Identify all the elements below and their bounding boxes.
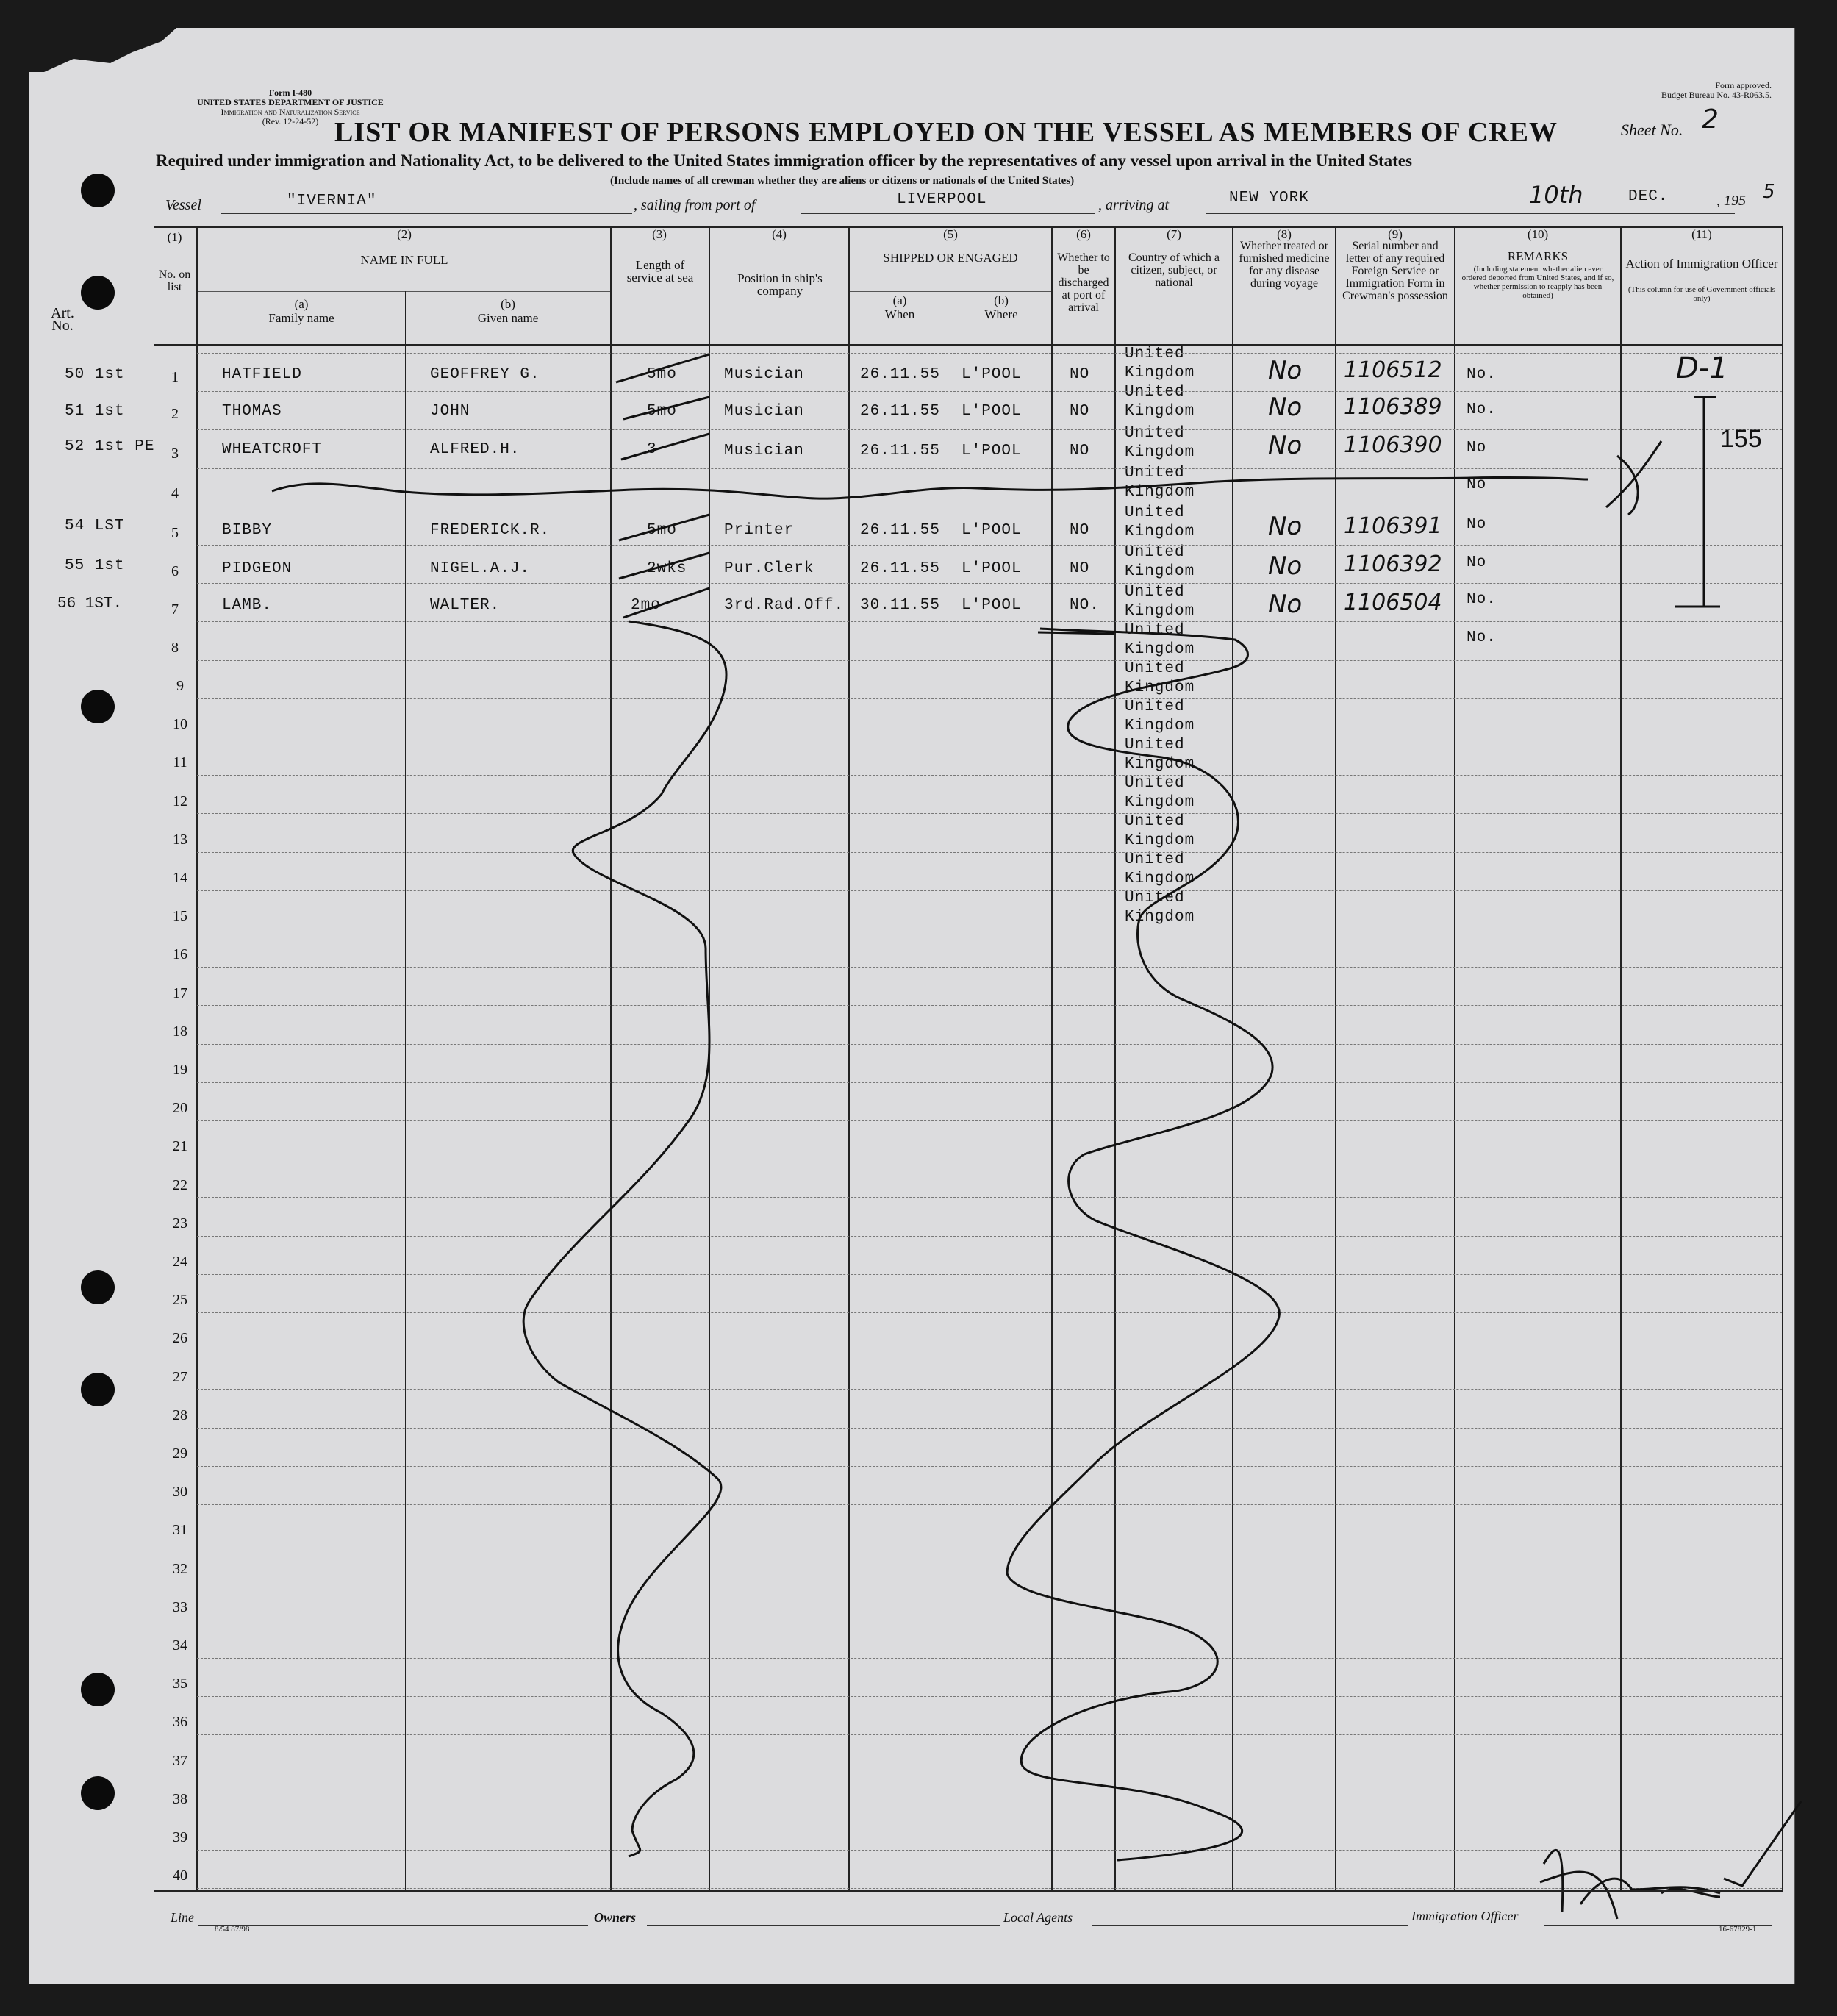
shipped-when: 26.11.55 [860, 366, 940, 383]
col5-num: (5) [943, 227, 958, 241]
row-number: 1 [171, 369, 179, 385]
row-number: 14 [173, 870, 187, 886]
col10-num: (10) [1527, 227, 1549, 241]
row-number: 10 [173, 716, 187, 732]
country-line1: United [1125, 737, 1185, 754]
country-line2: Kingdom [1125, 403, 1195, 420]
serial-number: 1106390 [1344, 432, 1442, 458]
length-of-service: 2mo [631, 597, 661, 614]
shipped-when: 30.11.55 [860, 597, 940, 614]
row-number: 40 [173, 1867, 187, 1884]
country-line2: Kingdom [1125, 484, 1195, 501]
country-line2: Kingdom [1125, 365, 1195, 382]
family-name: HATFIELD [222, 366, 302, 383]
country-line2: Kingdom [1125, 641, 1195, 658]
country-line1: United [1125, 622, 1185, 639]
approval-line: Form approved. [1715, 80, 1772, 90]
position: Musician [724, 443, 804, 460]
medicine: No [1268, 551, 1303, 581]
arriving-label: , arriving at [1098, 197, 1170, 213]
discharge: NO [1070, 403, 1090, 420]
row-number: 11 [173, 754, 187, 771]
subnote: (Include names of all crewman whether they are aliens or citizens or nationals of the United States) [610, 175, 1075, 187]
row-number: 8 [171, 640, 179, 656]
year-suffix: 5 [1763, 181, 1775, 203]
position: 3rd.Rad.Off. [724, 597, 845, 614]
annotation-d1: D-1 [1676, 351, 1728, 385]
art-label: Art. No. [51, 305, 74, 334]
remarks: No. [1467, 591, 1497, 608]
vessel-label: Vessel [165, 197, 201, 213]
family-name: THOMAS [222, 403, 282, 420]
country-line2: Kingdom [1125, 563, 1195, 580]
bracket-col11 [1675, 397, 1720, 607]
arrival-port: NEW YORK [1229, 190, 1309, 207]
serial-number: 1106391 [1344, 513, 1442, 539]
shipped-when: 26.11.55 [860, 522, 940, 539]
checkmark [1724, 1801, 1801, 1886]
country-line1: United [1125, 698, 1185, 715]
row-number: 15 [173, 908, 187, 924]
family-name: PIDGEON [222, 560, 293, 577]
shipped-where: L'POOL [962, 403, 1022, 420]
discharge: NO [1070, 522, 1090, 539]
year-prefix: , 195 [1716, 193, 1746, 209]
wavy-line-col7 [1007, 629, 1279, 1860]
col4-label: Position in ship's company [737, 271, 823, 298]
length-of-service: 5mo [647, 522, 677, 539]
col8-label: Whether treated or furnished medicine for any disease during voyage [1239, 240, 1330, 290]
strike-discharge-row8 [1038, 632, 1114, 634]
length-of-service: 5mo [647, 403, 677, 420]
col2-num: (2) [397, 227, 412, 241]
row-number: 22 [173, 1177, 187, 1193]
col5a-label: When [884, 307, 915, 321]
col3-num: (3) [652, 227, 667, 241]
country-line2: Kingdom [1125, 679, 1195, 696]
col3-label: Length of service at sea [626, 258, 694, 285]
art-number: 52 1st PE [65, 438, 155, 455]
strike-service-3 [621, 434, 709, 460]
country-line2: Kingdom [1125, 794, 1195, 811]
wavy-line-col3 [523, 621, 726, 1856]
row-number: 13 [173, 832, 187, 848]
remarks: No [1467, 516, 1487, 533]
shipped-where: L'POOL [962, 522, 1022, 539]
col5a-num: (a) [892, 293, 907, 307]
strike-through-row4 [272, 477, 1588, 498]
given-name: WALTER. [430, 597, 501, 614]
country-line2: Kingdom [1125, 718, 1195, 734]
country-line1: United [1125, 775, 1185, 792]
col9-label: Serial number and letter of any required Foreign Service or Immigration Form in Crewman's possession [1342, 240, 1448, 302]
subtitle: Required under immigration and Nationality Act, to be delivered to the United States immigration officer by the representatives of any vessel upon arrival in the United States [156, 151, 1412, 170]
art-number: 55 1st [65, 557, 125, 574]
sheet-label: Sheet No. [1621, 121, 1683, 139]
row-number: 23 [173, 1215, 187, 1232]
col4-num: (4) [772, 227, 787, 241]
serial-number: 1106504 [1344, 590, 1442, 615]
country-line1: United [1125, 465, 1185, 482]
footer-line-label: Line [171, 1910, 195, 1925]
art-number: 56 1ST. [57, 596, 123, 612]
family-name: WHEATCROFT [222, 441, 323, 458]
sheet-number: 2 [1702, 104, 1719, 135]
row-number: 6 [171, 563, 179, 579]
row-number: 28 [173, 1407, 187, 1423]
sailing-label: , sailing from port of [634, 197, 756, 213]
position: Pur.Clerk [724, 560, 814, 577]
row-number: 16 [173, 946, 187, 962]
remarks: No. [1467, 629, 1497, 646]
col7-label: Country of which a citizen, subject, or national [1128, 251, 1220, 289]
remarks: No [1467, 440, 1487, 457]
row-number: 19 [173, 1062, 187, 1078]
row-number: 2 [171, 406, 179, 422]
footer-officer-label: Immigration Officer [1411, 1909, 1519, 1923]
country-line1: United [1125, 425, 1185, 442]
row-number: 30 [173, 1484, 187, 1500]
col11-note: (This column for use of Government officials only) [1627, 285, 1776, 303]
row-number: 32 [173, 1561, 187, 1577]
serial-number: 1106392 [1344, 551, 1442, 577]
length-of-service: 3 [647, 441, 657, 458]
country-line1: United [1125, 813, 1185, 830]
position: Musician [724, 366, 804, 383]
col9-num: (9) [1388, 227, 1403, 241]
strike-service-1 [616, 354, 709, 382]
row-number: 31 [173, 1522, 187, 1538]
department: UNITED STATES DEPARTMENT OF JUSTICE [197, 97, 384, 107]
row-number: 3 [171, 446, 179, 462]
medicine: No [1268, 590, 1303, 619]
given-name: GEOFFREY G. [430, 366, 540, 383]
country-line2: Kingdom [1125, 909, 1195, 926]
shipped-when: 26.11.55 [860, 443, 940, 460]
revision: (Rev. 12-24-52) [262, 116, 319, 126]
row-number: 35 [173, 1676, 187, 1692]
row-number: 5 [171, 525, 179, 541]
row-number: 24 [173, 1254, 187, 1270]
col7-num: (7) [1167, 227, 1181, 241]
strike-service-5 [619, 515, 709, 540]
arrival-month: DEC. [1628, 188, 1669, 205]
col10-note: (Including statement whether alien ever ordered deported from United States, and if so, whether permission to reapply has been obtained) [1461, 265, 1614, 300]
given-name: FREDERICK.R. [430, 522, 551, 539]
family-name: LAMB. [222, 597, 273, 614]
col2a-label: Family name [268, 311, 334, 325]
col6-label: Whether to be discharged at port of arrival [1057, 251, 1110, 314]
given-name: JOHN [430, 403, 470, 420]
budget-bureau-no: Budget Bureau No. 43-R063.5. [1661, 90, 1772, 100]
col5-label: SHIPPED OR ENGAGED [883, 251, 1018, 265]
col5b-label: Where [984, 307, 1018, 321]
given-name: NIGEL.A.J. [430, 560, 531, 577]
art-number: 51 1st [65, 403, 125, 420]
x-mark-col11 [1606, 441, 1661, 515]
row-number: 25 [173, 1292, 187, 1308]
footer-owners-label: Owners [594, 1910, 637, 1925]
col1-label: No. on list [158, 268, 191, 293]
strike-service-2 [623, 397, 709, 419]
country-line1: United [1125, 504, 1185, 521]
row-number: 7 [171, 601, 179, 618]
col1-num: (1) [167, 230, 182, 244]
shipped-when: 26.11.55 [860, 560, 940, 577]
remarks: No [1467, 554, 1487, 571]
medicine: No [1268, 356, 1303, 385]
row-number: 36 [173, 1714, 187, 1730]
row-number: 29 [173, 1445, 187, 1462]
country-line2: Kingdom [1125, 523, 1195, 540]
row-number: 34 [173, 1637, 187, 1654]
country-line2: Kingdom [1125, 871, 1195, 887]
form-number: Form I-480 [268, 87, 312, 98]
strike-service-7 [623, 588, 709, 618]
given-name: ALFRED.H. [430, 441, 520, 458]
country-line1: United [1125, 544, 1185, 561]
serial-number: 1106389 [1344, 394, 1442, 420]
row-number: 26 [173, 1330, 187, 1346]
strike-service-6 [619, 553, 709, 579]
officer-signature [1540, 1850, 1720, 1919]
country-line2: Kingdom [1125, 603, 1195, 620]
position: Printer [724, 522, 795, 539]
country-line2: Kingdom [1125, 444, 1195, 461]
row-number: 27 [173, 1369, 187, 1385]
family-name: BIBBY [222, 522, 273, 539]
shipped-where: L'POOL [962, 560, 1022, 577]
row-number: 20 [173, 1100, 187, 1116]
country-line1: United [1125, 584, 1185, 601]
shipped-where: L'POOL [962, 597, 1022, 614]
medicine: No [1268, 431, 1303, 460]
shipped-where: L'POOL [962, 366, 1022, 383]
country-line2: Kingdom [1125, 756, 1195, 773]
row-number: 21 [173, 1138, 187, 1154]
col10-label: REMARKS [1507, 249, 1569, 263]
art-number: 50 1st [65, 366, 125, 383]
country-line2: Kingdom [1125, 832, 1195, 849]
length-of-service: 2wks [647, 560, 687, 577]
col2b-num: (b) [501, 297, 515, 311]
discharge: NO [1070, 366, 1090, 383]
discharge: NO [1070, 560, 1090, 577]
serial-number: 1106512 [1344, 357, 1442, 383]
row-number: 33 [173, 1599, 187, 1615]
arrival-day: 10th [1529, 181, 1583, 209]
country-line1: United [1125, 346, 1185, 362]
medicine: No [1268, 512, 1303, 541]
print-code-right: 16-67829-1 [1719, 1925, 1757, 1934]
row-number: 18 [173, 1023, 187, 1040]
row-number: 9 [176, 678, 184, 694]
row-number: 4 [171, 485, 179, 501]
remarks: No. [1467, 401, 1497, 418]
row-number: 37 [173, 1753, 187, 1769]
position: Musician [724, 403, 804, 420]
col11-label: Action of Immigration Officer [1625, 257, 1778, 271]
discharge: NO [1070, 443, 1090, 460]
row-number: 39 [173, 1829, 187, 1845]
col6-num: (6) [1076, 227, 1091, 241]
remarks: No [1467, 476, 1487, 493]
shipped-where: L'POOL [962, 443, 1022, 460]
country-line1: United [1125, 660, 1185, 677]
annotation-count: 155 [1720, 425, 1762, 453]
departure-port: LIVERPOOL [897, 191, 987, 208]
country-line1: United [1125, 890, 1185, 907]
country-line1: United [1125, 851, 1185, 868]
col11-num: (11) [1691, 227, 1712, 241]
art-number: 54 LST [65, 518, 125, 535]
footer-agents-label: Local Agents [1003, 1910, 1073, 1925]
country-line1: United [1125, 384, 1185, 401]
remarks: No. [1467, 366, 1497, 383]
col2b-label: Given name [477, 311, 539, 325]
row-number: 17 [173, 985, 187, 1001]
print-code-left: 8/54 87/98 [215, 1925, 250, 1934]
vessel-name: "IVERNIA" [287, 193, 377, 210]
col8-num: (8) [1277, 227, 1292, 241]
shipped-when: 26.11.55 [860, 403, 940, 420]
col5b-num: (b) [994, 293, 1009, 307]
service: Immigration and Naturalization Service [221, 107, 360, 117]
medicine: No [1268, 393, 1303, 422]
length-of-service: 5mo [647, 366, 677, 383]
col2a-num: (a) [294, 297, 309, 311]
page-title: LIST OR MANIFEST OF PERSONS EMPLOYED ON THE VESSEL AS MEMBERS OF CREW [334, 117, 1558, 148]
discharge: NO. [1070, 597, 1100, 614]
row-number: 12 [173, 793, 187, 809]
row-number: 38 [173, 1791, 187, 1807]
col2-label: NAME IN FULL [360, 253, 448, 267]
